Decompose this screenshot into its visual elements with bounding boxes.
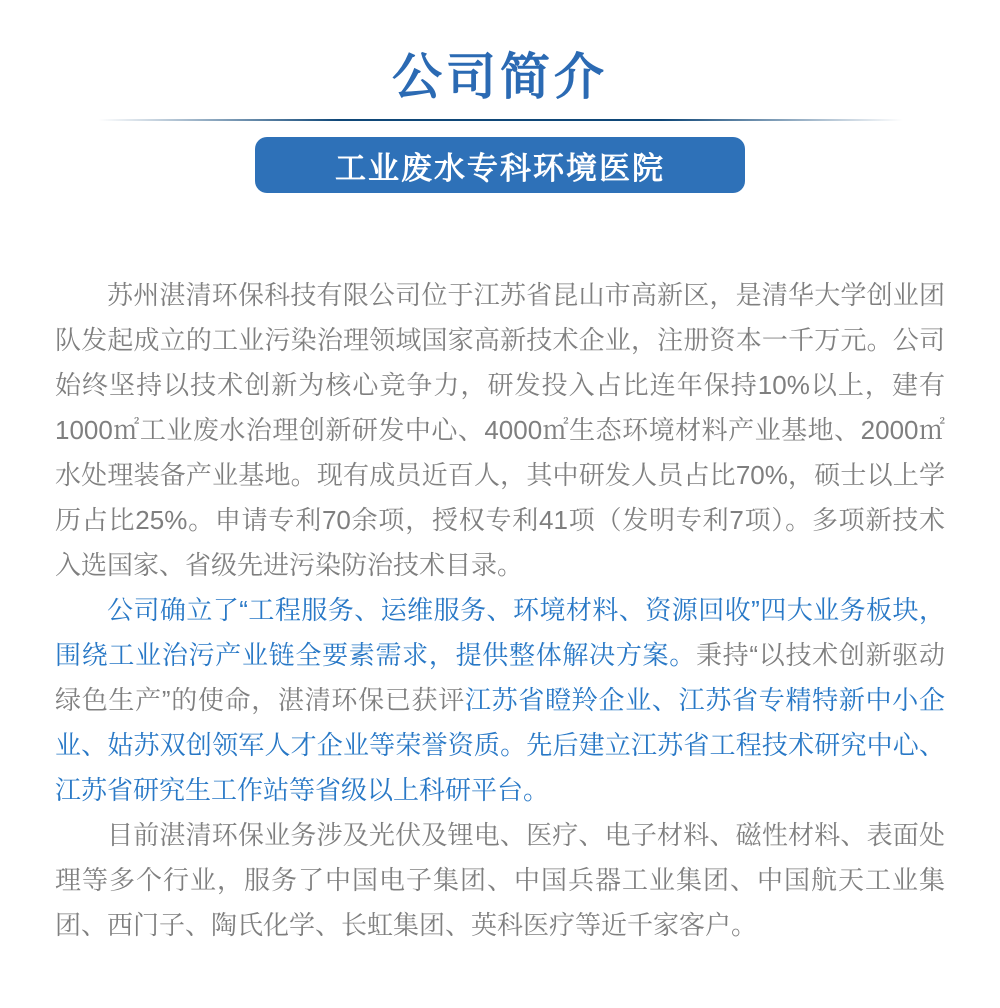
- paragraph-segment: 目前湛清环保业务涉及光伏及锂电、医疗、电子材料、磁性材料、表面处理等多个行业，服务了中国电子集团、中国兵器工业集团、中国航天工业集团、西门子、陶氏化学、长虹集团、英科医疗等近千家客户。: [55, 820, 945, 940]
- body-paragraphs: [55, 273, 945, 948]
- page-title: 公司简介: [392, 49, 608, 105]
- paragraph-segment: 秉持“以技术创新驱动绿色生产”的使命，湛清环保已获评: [55, 640, 945, 715]
- paragraph: [55, 588, 945, 813]
- banner-badge: [255, 137, 745, 193]
- paragraph: [55, 813, 945, 948]
- paragraph-segment: 苏州湛清环保科技有限公司位于江苏省昆山市高新区，是清华大学创业团队发起成立的工业污染治理领域国家高新技术企业，注册资本一千万元。公司始终坚持以技术创新为核心竞争力，研发投入占比连年保持10%以上，建有1000㎡工业废水治理创新研发中心、4000㎡生态环境材料产业基地、2000㎡水处理装备产业基地。现有成员近百人，其中研发人员占比70%，硕士以上学历占比25%。申请专利70余项，授权专利41项（发明专利7项）。多项新技术入选国家、省级先进污染防治技术目录。: [55, 280, 945, 580]
- divider-line: [98, 119, 903, 121]
- paragraph: [55, 273, 945, 588]
- paragraph-segment: 江苏省瞪羚企业、江苏省专精特新中小企业、姑苏双创领军人才企业等荣誉资质。先后建立江苏省工程技术研究中心、江苏省研究生工作站等省级以上科研平台。: [55, 685, 945, 805]
- banner-label: 工业废水专科环境医院: [335, 150, 665, 186]
- paragraph-segment: 公司确立了“工程服务、运维服务、环境材料、资源回收”四大业务板块，围绕工业治污产业链全要素需求，提供整体解决方案。: [55, 595, 945, 670]
